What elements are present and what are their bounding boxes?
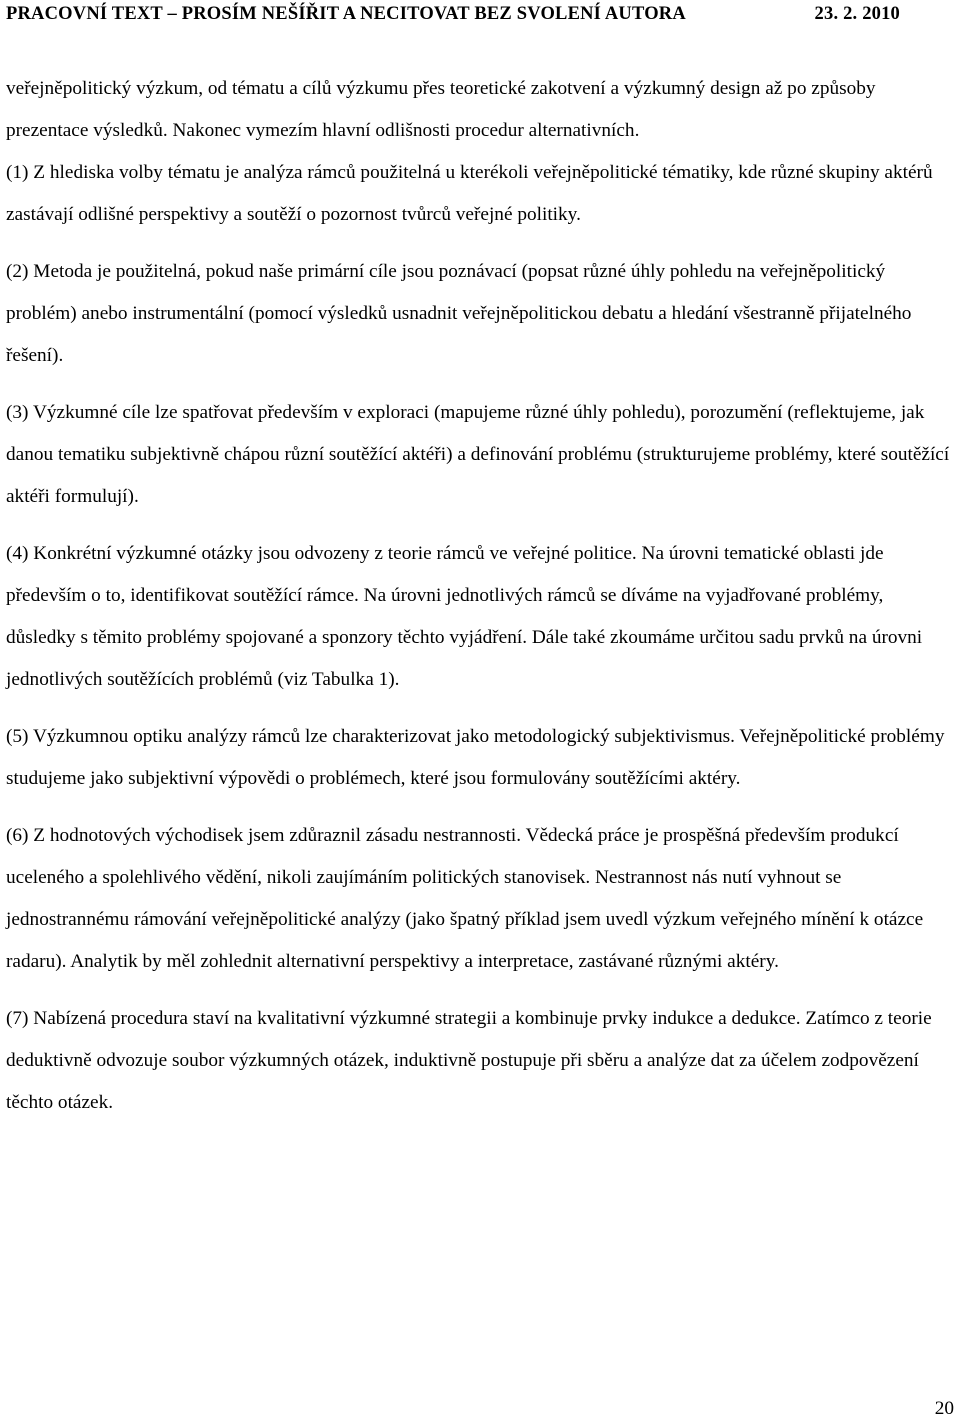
paragraph-7-procedure: (7) Nabízená procedura staví na kvalitativní výzkumné strategii a kombinuje prvky indukce a dedukce. Zatímco z teorie deduktivně odvozuje soubor výzkumných otázek, induktivně postupuje při sběru a analýze dat za účelem zodpovězení těchto otázek. bbox=[6, 1008, 932, 1113]
paragraph-5-optics: (5) Výzkumnou optiku analýzy rámců lze charakterizovat jako metodologický subjektivismus. Veřejněpolitické problémy studujeme jako subjektivní výpovědi o problémech, které jsou formulovány soutěžícími aktéry. bbox=[6, 726, 945, 789]
paragraph-intro-continuation: veřejněpolitický výzkum, od tématu a cílů výzkumu přes teoretické zakotvení a výzkumný design až po způsoby prezentace výsledků. Nakonec vymezím hlavní odlišnosti procedur alternativních. bbox=[6, 78, 876, 141]
paragraph-3-goals: (3) Výzkumné cíle lze spatřovat především v exploraci (mapujeme různé úhly pohledu), porozumění (reflektujeme, jak danou tematiku subjektivně chápou různí soutěžící aktéři) a definování problému (strukturujeme problémy, které soutěžící aktéři formulují). bbox=[6, 402, 950, 507]
header-notice: PRACOVNÍ TEXT – PROSÍM NEŠÍŘIT A NECITOVAT BEZ SVOLENÍ AUTORA bbox=[6, 4, 686, 24]
page-header bbox=[6, 4, 900, 28]
paragraph-2-method: (2) Metoda je použitelná, pokud naše primární cíle jsou poznávací (popsat různé úhly pohledu na veřejněpolitický problém) anebo instrumentální (pomocí výsledků usnadnit veřejněpolitickou debatu a hledání všestranně přijatelného řešení). bbox=[6, 261, 912, 366]
header-date: 23. 2. 2010 bbox=[814, 4, 900, 24]
paragraph-4-questions: (4) Konkrétní výzkumné otázky jsou odvozeny z teorie rámců ve veřejné politice. Na úrovni tematické oblasti jde především o to, identifikovat soutěžící rámce. Na úrovni jednotlivých rámců se díváme na vyjadřované problémy, důsledky s těmito problémy spojované a sponzory těchto vyjádření. Dále také zkoumáme určitou sadu prvků na úrovni jednotlivých soutěžících problémů (viz Tabulka 1). bbox=[6, 543, 923, 690]
page-number: 20 bbox=[934, 1398, 954, 1419]
paragraph-1-topic: (1) Z hlediska volby tématu je analýza rámců použitelná u kterékoli veřejněpolitické tématiky, kde různé skupiny aktérů zastávají odlišné perspektivy a soutěží o pozornost tvůrců veřejné politiky. bbox=[6, 162, 933, 225]
document-body bbox=[6, 68, 956, 1139]
paragraph-6-values: (6) Z hodnotových východisek jsem zdůraznil zásadu nestrannosti. Vědecká práce je prospěšná především produkcí uceleného a spolehlivého vědění, nikoli zaujímáním politických stanovisek. Nestrannost nás nutí vyhnout se jednostrannému rámování veřejněpolitické analýzy (jako špatný příklad jsem uvedl výzkum veřejného mínění k otázce radaru). Analytik by měl zohlednit alternativní perspektivy a interpretace, zastávané různými aktéry. bbox=[6, 825, 924, 972]
